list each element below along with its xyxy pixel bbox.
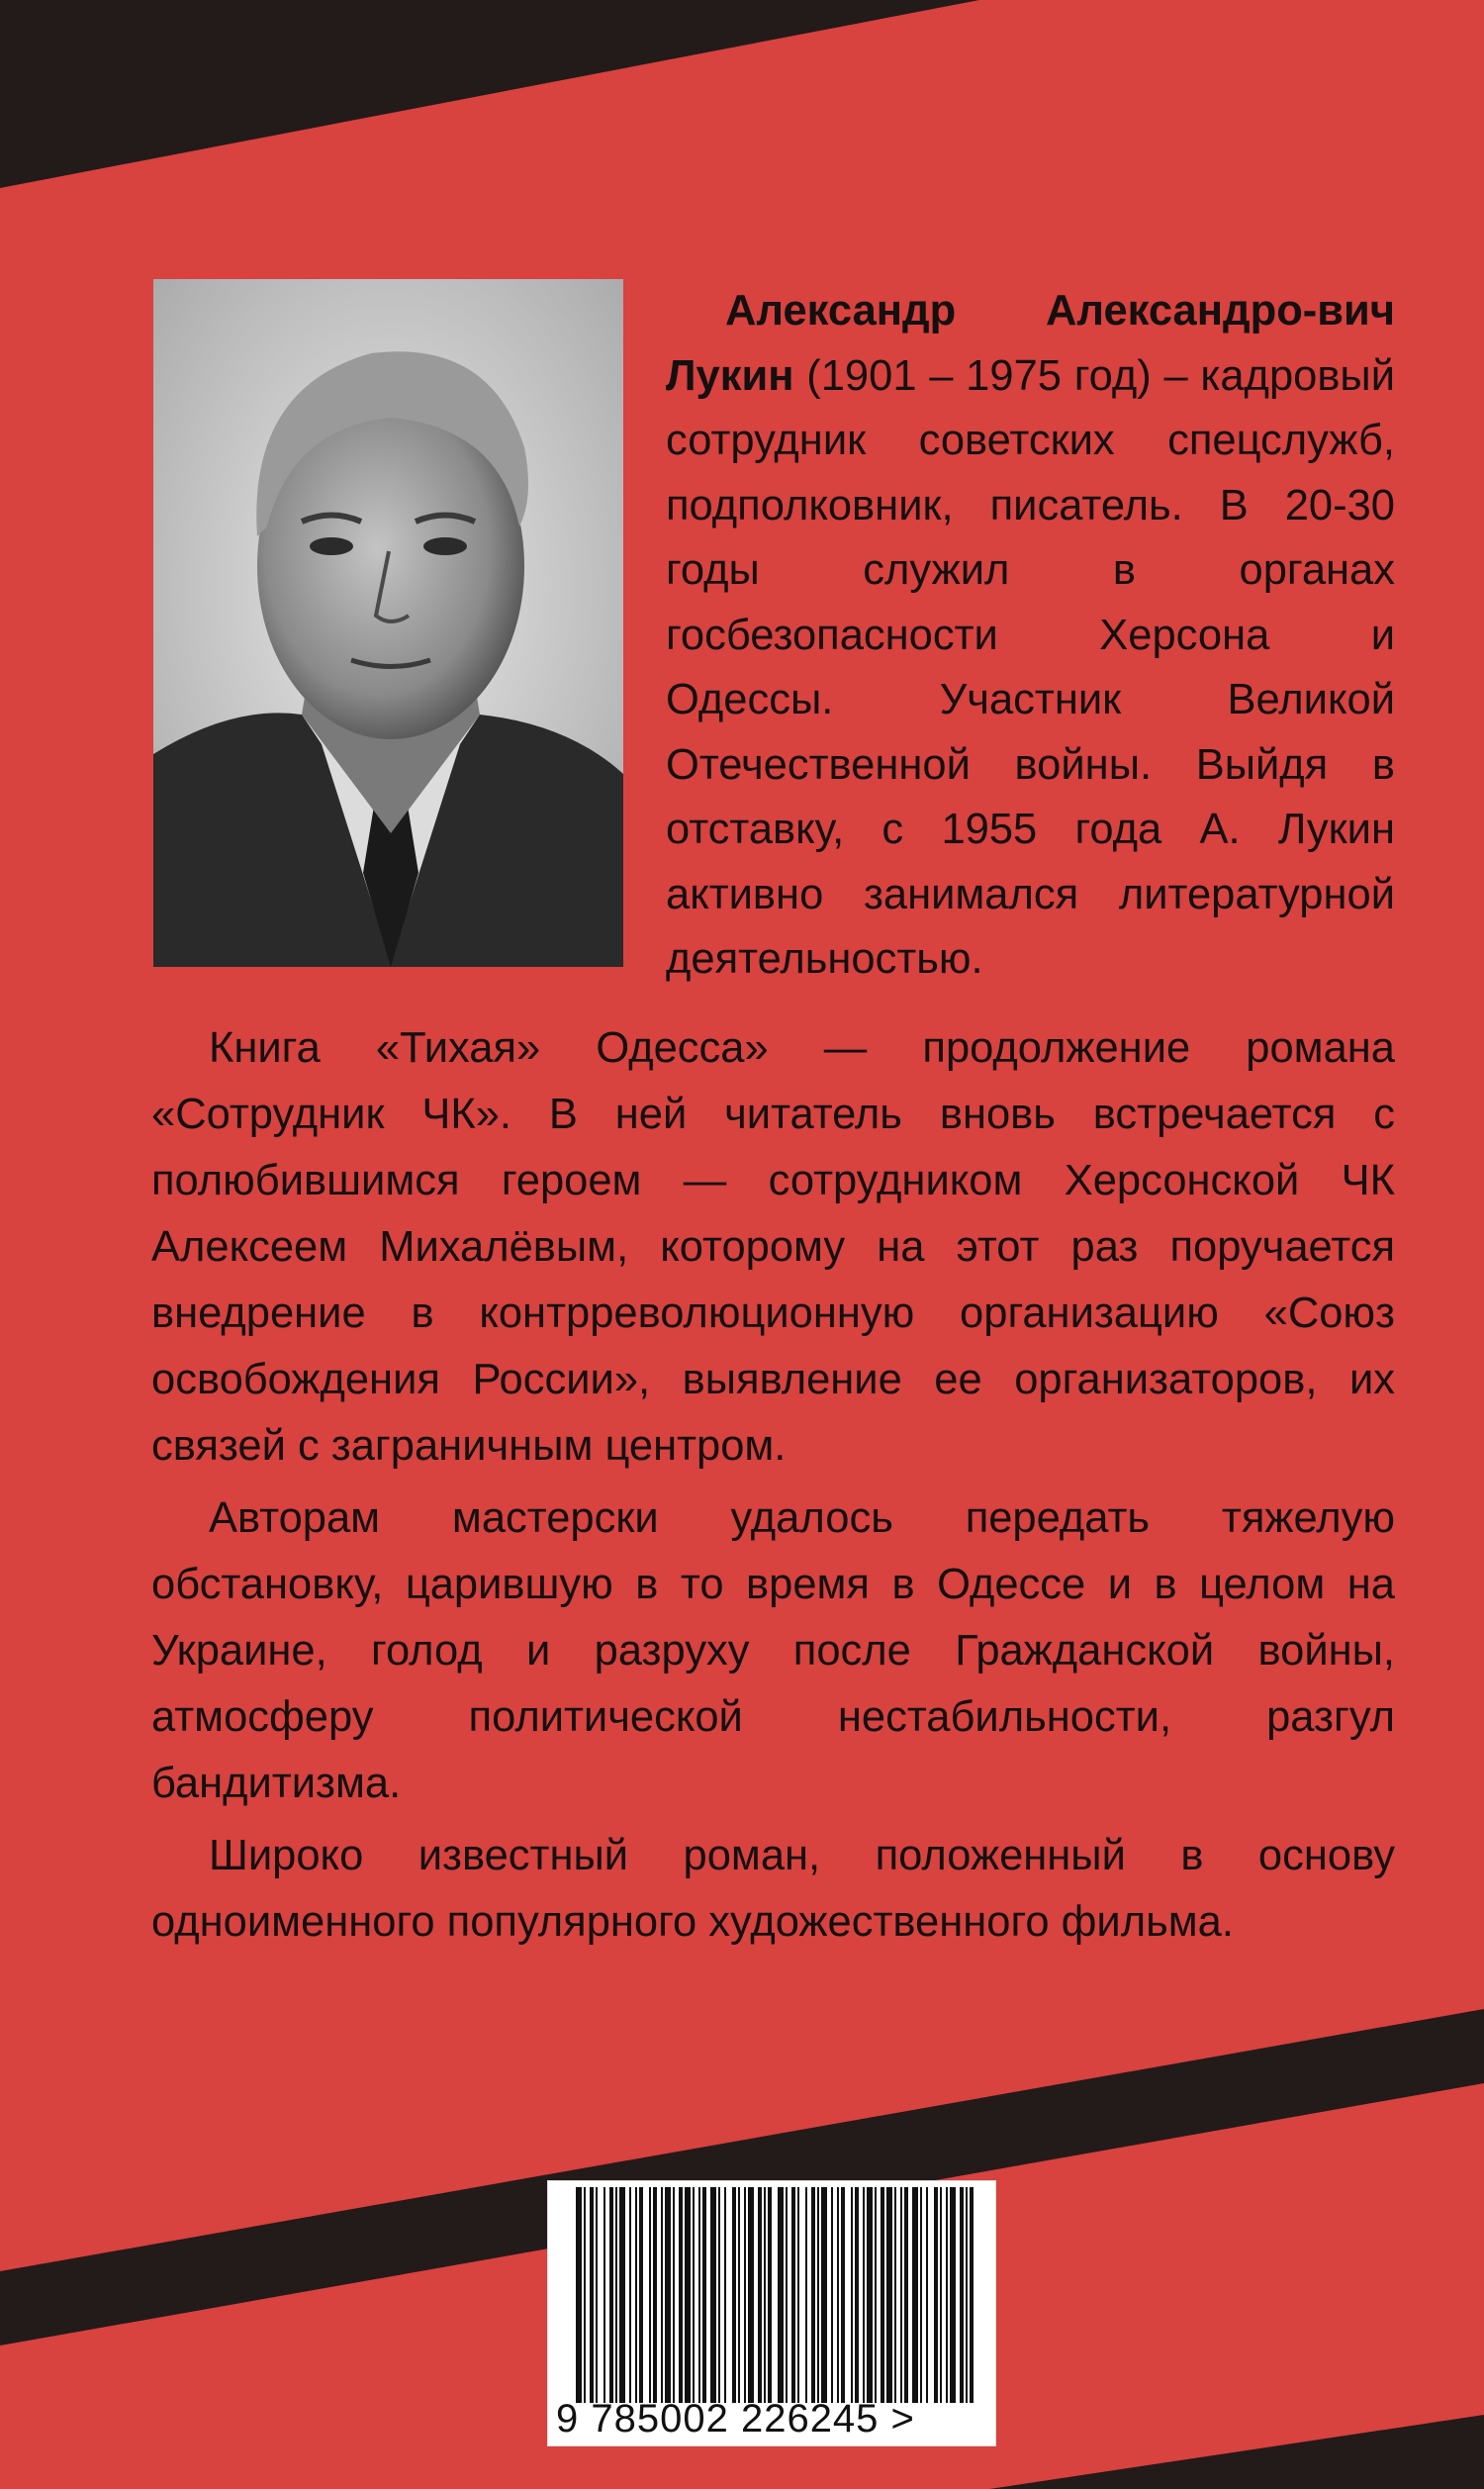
barcode-bar <box>748 2187 754 2403</box>
barcode-bar <box>590 2187 594 2403</box>
barcode-bar <box>768 2187 772 2403</box>
barcode-bar <box>966 2187 968 2403</box>
barcode-bar <box>693 2187 695 2403</box>
barcode-bar <box>821 2187 827 2403</box>
barcode-bar <box>886 2187 892 2403</box>
barcode-bar <box>867 2187 873 2403</box>
barcode-bar <box>603 2187 605 2403</box>
barcode-bars <box>558 2187 985 2403</box>
barcode-bar <box>744 2187 746 2403</box>
description-paragraph-3: Широко известный роман, положенный в основу одноименного популярного художественного фильма. <box>151 1832 1395 1946</box>
barcode-bar <box>940 2187 942 2403</box>
barcode-bar <box>851 2187 853 2403</box>
barcode-bar <box>758 2187 762 2403</box>
barcode-bar <box>900 2187 902 2403</box>
barcode-bar <box>576 2187 582 2403</box>
isbn-number: 9 785002 226245 > <box>556 2397 915 2441</box>
barcode-bar <box>698 2187 700 2403</box>
description-paragraph-2: Авторам мастерски удалось передать тяжелую обстановку, царившую в то время в Одессе и в целом на Украине, голод и разруху после Гражданской войны, атмосферу политической нестабильности, разгул бандитизма. <box>151 1494 1395 1807</box>
barcode-bar <box>831 2187 833 2403</box>
barcode-bar <box>912 2187 918 2403</box>
barcode-bar <box>894 2187 896 2403</box>
barcode-bar <box>875 2187 877 2403</box>
barcode-bar <box>679 2187 683 2403</box>
barcode-bar <box>786 2187 788 2403</box>
barcode-bar <box>724 2187 726 2403</box>
barcode-bar <box>920 2187 922 2403</box>
barcode-bar <box>934 2187 938 2403</box>
book-description <box>151 1015 1395 1956</box>
barcode-bar <box>738 2187 740 2403</box>
barcode-bar <box>702 2187 706 2403</box>
barcode-bar <box>629 2187 631 2403</box>
author-bio <box>666 279 1395 993</box>
barcode-bar <box>950 2187 956 2403</box>
author-photo <box>153 279 623 967</box>
author-name: Александр Александро-вич Лукин <box>666 287 1395 400</box>
barcode-bar <box>639 2187 643 2403</box>
barcode-bar <box>685 2187 691 2403</box>
barcode-bar <box>811 2187 815 2403</box>
barcode-bar <box>946 2187 948 2403</box>
top-stripe <box>0 0 979 188</box>
author-bio-text: (1901 – 1975 год) – кадровый сотрудник советских спецслужб, подполковник, писатель. В 20-30 годы служил в органах госбезопасности Херсона и Одессы. Участник Великой Отечественной войны. Выйдя в отставку, с 1955 года А. Лукин активно занимался литературной деятельностью. <box>666 351 1395 983</box>
barcode-bar <box>584 2187 586 2403</box>
barcode-bar <box>596 2187 598 2403</box>
barcode-bar <box>615 2187 617 2403</box>
barcode-bar <box>673 2187 675 2403</box>
barcode-bar <box>619 2187 625 2403</box>
isbn-barcode <box>547 2180 996 2446</box>
barcode-bar <box>710 2187 716 2403</box>
barcode-bar <box>841 2187 845 2403</box>
barcode-bar <box>855 2187 859 2403</box>
barcode-bar <box>635 2187 637 2403</box>
barcode-bar <box>661 2187 663 2403</box>
barcode-bar <box>904 2187 908 2403</box>
barcode-bar <box>837 2187 839 2403</box>
barcode-bar <box>797 2187 799 2403</box>
barcode-bar <box>881 2187 884 2403</box>
barcode-bar <box>817 2187 819 2403</box>
barcode-bar <box>970 2187 974 2403</box>
barcode-bar <box>778 2187 784 2403</box>
barcode-bar <box>653 2187 657 2403</box>
barcode-bar <box>665 2187 671 2403</box>
barcode-bar <box>609 2187 613 2403</box>
barcode-bar <box>805 2187 807 2403</box>
barcode-bar <box>718 2187 720 2403</box>
barcode-bar <box>764 2187 766 2403</box>
barcode-bar <box>926 2187 928 2403</box>
barcode-bar <box>649 2187 651 2403</box>
barcode-bar <box>732 2187 736 2403</box>
description-paragraph-1: Книга «Тихая» Одесса» — продолжение романа «Сотрудник ЧК». В ней читатель вновь встречается с полюбившимся героем — сотрудником Херсонской ЧК Алексеем Михалёвым, которому на этот раз поручается внедрение в контрреволюционную организацию «Союз освобождения России», выявление ее организаторов, их связей с заграничным центром. <box>151 1024 1395 1470</box>
barcode-bar <box>960 2187 964 2403</box>
barcode-bar <box>791 2187 795 2403</box>
barcode-bar <box>863 2187 865 2403</box>
